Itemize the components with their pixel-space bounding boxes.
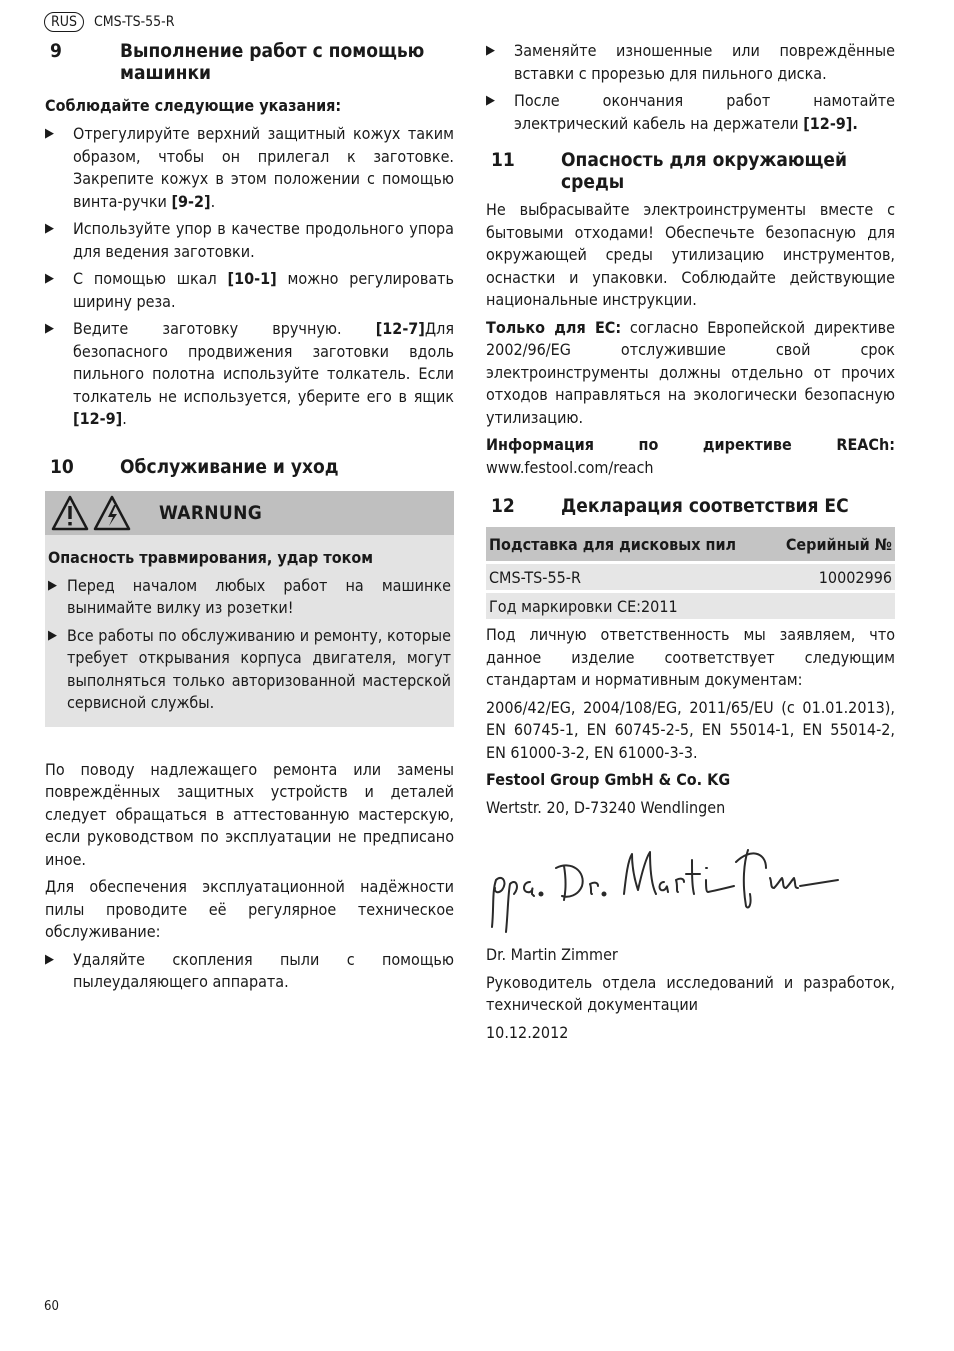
paragraph: Информация по директиве REACh: www.festool.com/reach (486, 435, 895, 477)
bullet-arrow-icon: ▶ (45, 321, 54, 336)
bullet-arrow-icon: ▶ (486, 93, 495, 108)
paragraph: 2006/42/EG, 2004/108/EG, 2011/65/EU (с 01.01.2013), EN 60745-1, EN 60745-2-5, EN 55014-1, EN 55014-2, EN 61000-3-2, EN 61000-3-3. (486, 697, 895, 762)
warning-lead: Опасность травмирования, удар током (48, 547, 374, 567)
electric-shock-icon (93, 494, 131, 532)
list-item: ▶ Удаляйте скопления пыли с помощью пылеудаляющего аппарата. (45, 949, 454, 994)
section-9-lead: Соблюдайте следующие указания: (45, 96, 342, 115)
paragraph: Под личную ответственность мы заявляем, что данное изделие соответствует следующим стандартам и нормативным документам: (486, 625, 895, 689)
list-item: ▶ Ведите заготовку вручную. [12-7]Для безопасного продвижения заготовки вдоль пильного полотна используйте толкатель. Если толкатель не используется, уберите его в ящик [12-9]. (45, 318, 454, 431)
page-header (44, 12, 174, 32)
company-address: Wertstr. 20, D-73240 Wendlingen (486, 797, 726, 817)
table-row (486, 592, 895, 620)
warning-box (45, 491, 454, 727)
figure-reference: [10-1] (227, 269, 277, 288)
signer-name: Dr. Martin Zimmer (486, 945, 618, 964)
list-item: ▶ Перед началом любых работ на машинке вынимайте вилку из розетки! (48, 575, 451, 620)
table-cell: 10002996 (769, 563, 895, 592)
paragraph: По поводу надлежащего ремонта или замены повреждённых защитных устройств и деталей следует обращаться в аттестованную мастерскую, если руководством по эксплуатации не предписано иное. (45, 759, 454, 869)
signature-image (486, 832, 841, 942)
paragraph: Не выбрасывайте электроинструменты вместе с бытовыми отходами! Обеспечьте безопасную для окружающей среды утилизацию инструментов, оснастки и упаковки. Соблюдайте действующие национальные инструкции. (486, 200, 895, 309)
page-number: 60 (44, 1299, 59, 1314)
paragraph: Для обеспечения эксплуатационной надёжности пилы проводите её регулярное техническое обслуживание: (45, 877, 454, 941)
bullet-arrow-icon: ▶ (48, 577, 57, 593)
figure-reference: [9-2] (171, 191, 211, 211)
signer-role: Руководитель отдела исследований и разработок, технической документации (486, 972, 895, 1014)
declaration-table (486, 527, 895, 619)
language-badge: RUS (44, 12, 84, 32)
list-item: ▶ Заменяйте изношенные или повреждённые вставки с прорезью для пильного диска. (486, 40, 895, 85)
hazard-warning-icon (51, 494, 89, 532)
section-12-heading: 12 Декларация соответствия ЕС (491, 495, 849, 517)
table-cell: Год маркировки CE:2011 (486, 592, 895, 620)
reach-link[interactable]: www.festool.com/reach (486, 457, 654, 477)
section-11-heading: 11 Опасность для окружающей среды (491, 149, 847, 193)
bullet-arrow-icon: ▶ (48, 627, 57, 643)
list-item: ▶ После окончания работ намотайте электрический кабель на держатели [12-9]. (486, 90, 895, 135)
left-column (45, 40, 454, 999)
figure-reference: [12-7] (375, 319, 425, 338)
right-column (486, 40, 895, 1049)
company-name: Festool Group GmbH & Co. KG (486, 770, 731, 789)
figure-reference: [12-9]. (803, 113, 858, 133)
table-header: Подставка для дисковых пил (486, 527, 769, 563)
bullet-arrow-icon: ▶ (45, 221, 54, 236)
section-10-heading: 10 Обслуживание и уход (50, 455, 339, 478)
figure-reference: [12-9] (73, 409, 123, 428)
warning-header (45, 491, 454, 535)
list-item: ▶ Используйте упор в качестве продольного упора для ведения заготовки. (45, 218, 454, 263)
bullet-arrow-icon: ▶ (486, 43, 495, 58)
list-item: ▶ Все работы по обслуживанию и ремонту, которые требует открывания корпуса двигателя, могут выполняться только авторизованной мастерской сервисной службы. (48, 625, 451, 715)
table-header-row (486, 527, 895, 563)
table-header: Серийный № (769, 527, 895, 563)
bullet-arrow-icon: ▶ (45, 951, 54, 967)
list-item: ▶ С помощью шкал [10-1] можно регулировать ширину реза. (45, 268, 454, 313)
bullet-arrow-icon: ▶ (45, 126, 54, 141)
bullet-arrow-icon: ▶ (45, 271, 54, 286)
table-cell: CMS-TS-55-R (486, 563, 769, 592)
table-row (486, 563, 895, 592)
paragraph: Только для ЕС: согласно Европейской директиве 2002/96/EG отслужившие свой срок электроинструменты должны отдельно от прочих отходов направляться на экологически безопасную утилизацию. (486, 317, 895, 427)
model-name: CMS-TS-55-R (93, 14, 175, 30)
list-item: ▶ Отрегулируйте верхний защитный кожух таким образом, чтобы он прилегал к заготовке. Закрепите кожух в этом положении с помощью винта-ручки [9-2]. (45, 123, 454, 213)
warning-title: WARNUNG (159, 501, 263, 524)
section-9-heading: 9 Выполнение работ с помощью машинки (50, 40, 425, 84)
declaration-date: 10.12.2012 (486, 1022, 569, 1042)
